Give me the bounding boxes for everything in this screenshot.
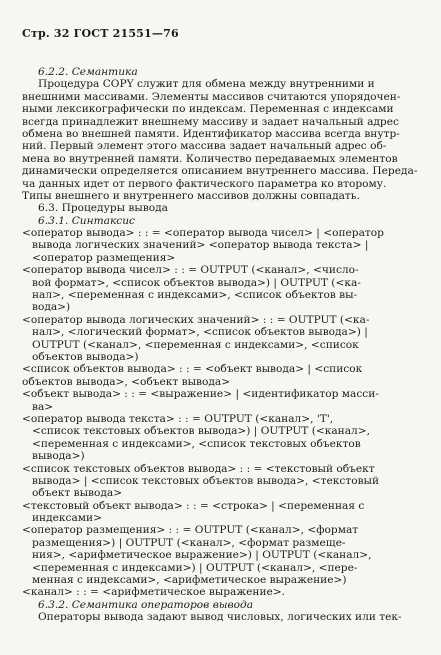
text-line: OUTPUT (<канал>, <переменная с индексами>, <список	[32, 338, 359, 351]
text-line: <список объектов вывода> : : = <объект вывода> | <список	[22, 363, 363, 376]
text-line: <оператор размещения>	[32, 251, 176, 264]
text-line: объект вывода>	[32, 487, 123, 500]
section-heading: 6.2.2. Семантика	[38, 66, 138, 78]
text-line: объектов вывода>)	[32, 350, 139, 363]
text-line: ний. Первый элемент этого массива задает начальный адрес об-	[22, 140, 387, 153]
text-line: <объект вывода> : : = <выражение> | <идентификатор масси-	[22, 388, 379, 401]
text-line: <канал> : : = <арифметическое выражение>.	[22, 586, 286, 599]
text-line: <оператор размещения> : : = OUTPUT (<канал>, <формат	[22, 524, 359, 537]
text-line: <текстовый объект вывода> : : = <строка> | <переменная с	[22, 499, 365, 512]
text-line: вывода логических значений> <оператор вывода текста> |	[32, 239, 369, 252]
text-line: менная с индексами>, <арифметическое выражение>)	[32, 574, 347, 587]
page-number: Стр. 32	[22, 27, 70, 40]
text-line: Операторы вывода задают вывод числовых, логических или тек-	[38, 611, 402, 624]
text-line: нал>, <логический формат>, <список объектов вывода>) |	[32, 326, 368, 339]
text-line: <оператор вывода текста> : : = OUTPUT (<канал>, 'T',	[22, 412, 334, 425]
text-line: ва>	[32, 400, 54, 413]
text-line: <список текстовых объектов вывода> : : = <текстовый объект	[22, 462, 375, 475]
text-line: Процедура COPY служит для обмена между внутренними и	[38, 78, 375, 91]
text-line: обмена во внешней памяти. Идентификатор массива всегда внутр-	[22, 127, 400, 140]
text-line: ными лексикографически по индексам. Переменная с индексами	[22, 103, 394, 116]
text-line: вода>)	[32, 301, 71, 314]
section-heading: 6.3.2. Семантика операторов вывода	[38, 598, 254, 611]
text-line: <оператор вывода чисел> : : = OUTPUT (<канал>, <число-	[22, 264, 359, 277]
text-line: размещения>) | OUTPUT (<канал>, <формат размеще-	[32, 536, 346, 549]
text-line: <список текстовых объектов вывода>) | OUTPUT (<канал>,	[32, 425, 371, 438]
text-line: всегда принадлежит внешнему массиву и задает начальный адрес	[22, 115, 399, 128]
section-heading: 6.3.1. Синтаксис	[38, 214, 135, 227]
text-line: 6.3. Процедуры вывода	[38, 202, 168, 215]
text-line: ния>, <арифметическое выражение>) | OUTPUT (<канал>,	[32, 549, 372, 562]
text-line: объектов вывода>, <объект вывода>	[22, 375, 231, 388]
text-line: вывода> | <список текстовых объектов вывода>, <текстовый	[32, 474, 380, 487]
text-line: мена во внутренней памяти. Количество передаваемых элементов	[22, 152, 398, 165]
text-line: вой формат>, <список объектов вывода>) | OUTPUT (<ка-	[32, 276, 361, 289]
page-header	[22, 27, 179, 40]
text-line: нал>, <переменная с индексами>, <список объектов вы-	[32, 289, 358, 302]
text-line: <оператор вывода логических значений> : : = OUTPUT (<ка-	[22, 313, 370, 326]
text-line: ча данных идет от первого фактического параметра ко второму.	[22, 177, 387, 190]
text-line: Типы внешнего и внутреннего массивов должны совпадать.	[22, 189, 360, 202]
text-line: индексами>	[32, 512, 102, 525]
standard-code: ГОСТ 21551—76	[73, 27, 179, 40]
text-line: <оператор вывода> : : = <оператор вывода чисел> | <оператор	[22, 227, 384, 240]
text-line: <переменная с индексами>, <список текстовых объектов	[32, 437, 361, 450]
document-body	[22, 66, 429, 624]
text-line: динамически определяется описанием внутреннего массива. Переда-	[22, 165, 418, 178]
text-line: внешними массивами. Элементы массивов считаются упорядочен-	[22, 90, 401, 103]
text-line: вывода>)	[32, 450, 85, 463]
text-line: <переменная с индексами>) | OUTPUT (<канал>, <пере-	[32, 561, 358, 574]
